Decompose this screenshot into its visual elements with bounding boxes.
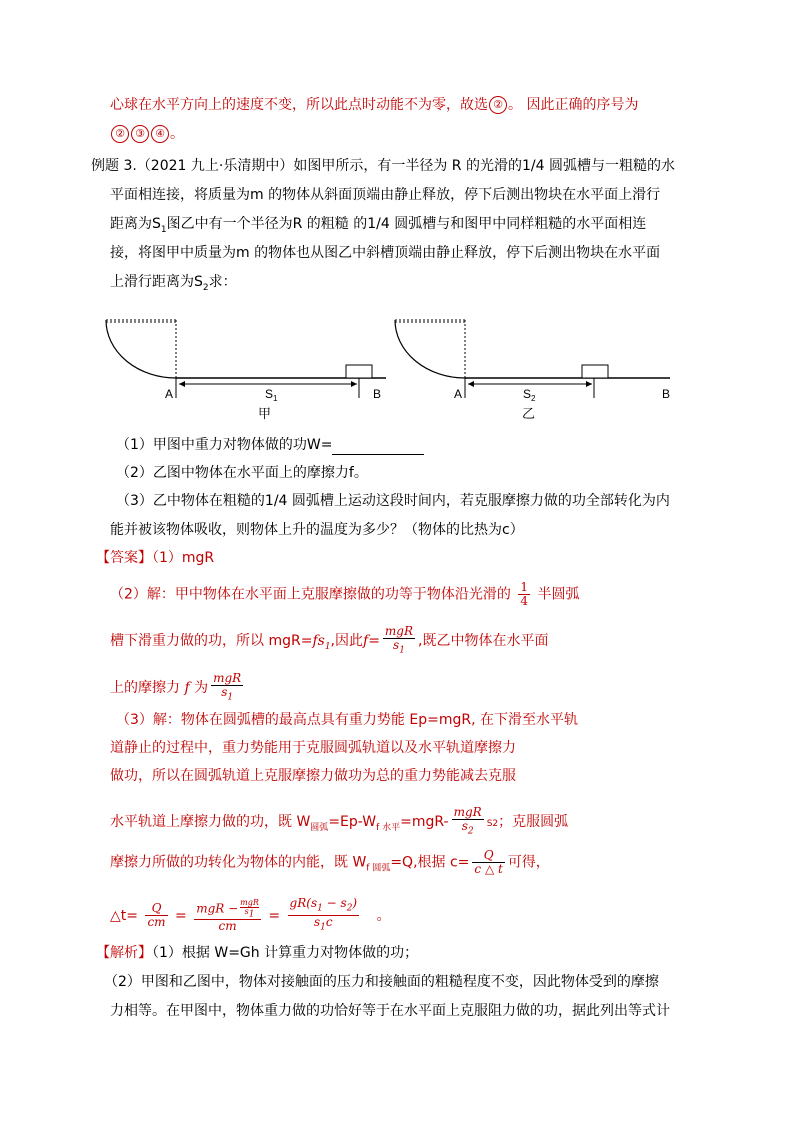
caption-jia: 甲 xyxy=(258,406,272,421)
question-text-1: 如图甲所示，有一半径为 R 的光滑的1/4 圆弧槽与一粗糙的水 xyxy=(293,158,675,174)
answer-line-1 xyxy=(96,548,214,568)
answer-3-text-4c: =mgR- xyxy=(400,814,449,831)
figures-diagram xyxy=(95,318,695,426)
question-line-3 xyxy=(110,214,646,240)
dotted-top-yi xyxy=(395,320,465,322)
answer-3-line-1 xyxy=(116,710,578,730)
block-yi xyxy=(582,365,608,378)
subquestion-2-text: （2）乙图中物体在水平面上的摩擦力f。 xyxy=(116,465,368,481)
answer-3-line-6: △t= $\frac{Q}{cm}$ = mgR − mgR $s_1$ cm = $\frac{gR(s_1 - s_2)}{s_1c}$ 。 xyxy=(110,896,391,933)
block-jia xyxy=(346,365,372,378)
continuation-tail: 。 因此正确的序号为 xyxy=(508,97,639,113)
answer-1: （1）mgR xyxy=(152,550,215,566)
label-a-jia: A xyxy=(165,387,174,401)
s1-symbol: S xyxy=(152,216,161,232)
answer-3-text-4a: 水平轨道上摩擦力做的功，既 W xyxy=(110,814,311,831)
friction-fraction-1: $\frac{\text{mgR}}{s_1}$ xyxy=(384,624,414,656)
quarter-fraction: $\frac{1}{4}$ xyxy=(520,580,528,608)
answer-3-line-3 xyxy=(110,766,516,786)
arc-jia xyxy=(106,320,176,378)
analysis-line-2 xyxy=(104,972,659,992)
delta-t-label: △t= xyxy=(110,907,138,924)
answer-3-text-4d: ；克服圆弧 xyxy=(498,814,569,831)
answer-mark-2: ③ xyxy=(131,125,149,143)
answer-3-tail: 。 xyxy=(376,907,391,924)
dotted-top-jia xyxy=(106,320,176,322)
answer-2-line-1 xyxy=(110,581,579,608)
answer-blank[interactable] xyxy=(332,440,424,455)
question-line-5 xyxy=(110,272,237,298)
s2-symbol: S xyxy=(194,274,203,290)
answer-2-text-2c: ,既乙中物体在水平面 xyxy=(418,633,549,650)
figure-jia xyxy=(106,320,386,421)
label-b-yi: B xyxy=(662,387,671,401)
question-text-3: 图乙中有一个半径为R 的粗糙 的1/4 圆弧槽与和图甲中同样粗糙的水平面相连 xyxy=(166,216,647,232)
label-a-yi: A xyxy=(454,387,463,401)
s2-small: S2 xyxy=(486,819,499,830)
label-b-jia: B xyxy=(373,387,382,401)
question-ask: 求： xyxy=(208,274,237,290)
answer-2-text-3b: 为 xyxy=(194,680,209,697)
work-fraction: $\frac{\text{mgR}}{s_2}$ xyxy=(453,805,482,837)
answer-3-line-5 xyxy=(110,849,550,878)
answer-3-text-3: 做功，所以在圆弧轨道上克服摩擦力做功为总的重力势能减去克服 xyxy=(110,768,516,784)
answer-3-line-2 xyxy=(110,738,516,758)
s1-sub: 1 xyxy=(160,224,167,235)
arrow-right-jia xyxy=(351,381,357,387)
continuation-line-2 xyxy=(110,124,184,144)
arc-yi xyxy=(395,320,465,378)
answer-end: 。 xyxy=(170,126,184,142)
answer-3-text-4b: =Ep-W xyxy=(328,814,377,831)
answer-3-text-5c: 可得， xyxy=(507,854,550,871)
arrow-left-yi xyxy=(468,381,474,387)
question-line-1 xyxy=(91,156,675,176)
question-line-4 xyxy=(110,243,660,263)
question-text-4: 接，将图甲中质量为m 的物体也从图乙中斜槽顶端由静止释放，停下后测出物块在水平面 xyxy=(110,245,661,261)
answer-2-line-3: 上的摩擦力 f 为 $\frac{\text{mgR}}{s_1}$ xyxy=(110,671,242,703)
analysis-text-2: （2）甲图和乙图中，物体对接触面的压力和接触面的粗糙程度不变，因此物体受到的摩擦 xyxy=(104,974,659,990)
answer-mark-3: ④ xyxy=(151,125,169,143)
answer-2-text-2a: 槽下滑重力做的功，所以 mgR= xyxy=(110,633,313,650)
caption-yi: 乙 xyxy=(522,406,536,421)
answer-2-line-2: 槽下滑重力做的功，所以 $mgR=fs_1$,因此f= $\frac{\text{mgR}}{s_1}$ ,既乙中物体在水平面 xyxy=(110,624,549,656)
answer-3-text-2: 道静止的过程中，重力势能用于克服圆弧轨道以及水平轨道摩擦力 xyxy=(110,740,516,756)
wf-sub: f 圆弧 xyxy=(366,863,391,874)
delta-t-fraction-2: mgR − mgR $s_1$ cm xyxy=(196,898,259,933)
answer-3-text-5b: =Q,根据 c= xyxy=(390,854,470,871)
subquestion-1 xyxy=(116,435,424,455)
w-sub-horizontal: f 水平 xyxy=(376,823,401,833)
analysis-line-3 xyxy=(110,1001,670,1021)
continuation-line-1 xyxy=(110,95,638,115)
answer-2-text-3: 上的摩擦力 xyxy=(110,680,180,697)
answer-2-text-2b: ,因此 xyxy=(330,633,363,650)
specific-heat-fraction: $\frac{Q}{c \triangle t}$ xyxy=(474,848,503,876)
figure-yi xyxy=(395,320,670,421)
answer-2-text-1: （2）解：甲中物体在水平面上克服摩擦做的功等于物体沿光滑的 xyxy=(110,586,511,603)
answer-mark-1: ② xyxy=(111,125,129,143)
question-label: 例题 3. xyxy=(91,158,137,174)
subquestion-1-text: （1）甲图中重力对物体做的功W= xyxy=(116,437,333,453)
analysis-text-3: 力相等。在甲图中，物体重力做的功恰好等于在水平面上克服阻力做的功，据此列出等式计 xyxy=(110,1003,670,1019)
subquestion-3-text-a: （3）乙中物体在粗糙的1/4 圆弧槽上运动这段时间内，若克服摩擦力做的功全部转化为内 xyxy=(116,493,670,509)
question-line-2 xyxy=(110,185,660,205)
answer-3-text-1: （3）解：物体在圆弧槽的最高点具有重力势能 Ep=mgR, 在下滑至水平轨 xyxy=(116,712,578,728)
subquestion-3-text-b: 能并被该物体吸收，则物体上升的温度为多少？（物体的比热为c） xyxy=(110,522,524,538)
choice-mark: ② xyxy=(489,96,507,114)
w-sub-arc: 圆弧 xyxy=(310,823,329,833)
answer-3-text-5a: 摩擦力所做的功转化为物体的内能，既 W xyxy=(110,854,367,871)
label-s-jia: $S_1$ xyxy=(265,387,278,403)
answer-2-tail-1: 半圆弧 xyxy=(537,586,580,603)
subquestion-3b xyxy=(110,520,524,540)
friction-fraction-2: $\frac{\text{mgR}}{s_1}$ xyxy=(213,671,242,703)
delta-t-fraction-3: $\frac{gR(s_1 - s_2)}{s_1c}$ xyxy=(289,896,358,933)
arrow-left-jia xyxy=(179,381,185,387)
subquestion-3a xyxy=(116,491,670,511)
question-text-2: 平面相连接，将质量为m 的物体从斜面顶端由静止释放，停下后测出物块在水平面上滑行 xyxy=(110,187,661,203)
s2-sub: 2 xyxy=(202,282,209,293)
question-dist-prefix: 距离为 xyxy=(110,216,152,232)
subquestion-2 xyxy=(116,463,368,483)
delta-t-fraction-1: $\frac{Q}{cm}$ xyxy=(147,901,166,930)
question-source: （2021 九上·乐清期中） xyxy=(136,158,294,174)
analysis-tag: 【解析】 xyxy=(96,945,152,961)
answer-3-line-4 xyxy=(110,806,568,838)
label-s-yi: $S_2$ xyxy=(523,387,536,403)
continuation-text: 心球在水平方向上的速度不变，所以此点时动能不为零，故选 xyxy=(110,97,488,113)
analysis-line-1 xyxy=(96,943,418,963)
answer-tag: 【答案】 xyxy=(96,550,152,566)
analysis-text-1: （1）根据 W=Gh 计算重力对物体做的功； xyxy=(152,945,419,961)
question-text-5: 上滑行距离为 xyxy=(110,274,194,290)
arrow-right-yi xyxy=(586,381,592,387)
